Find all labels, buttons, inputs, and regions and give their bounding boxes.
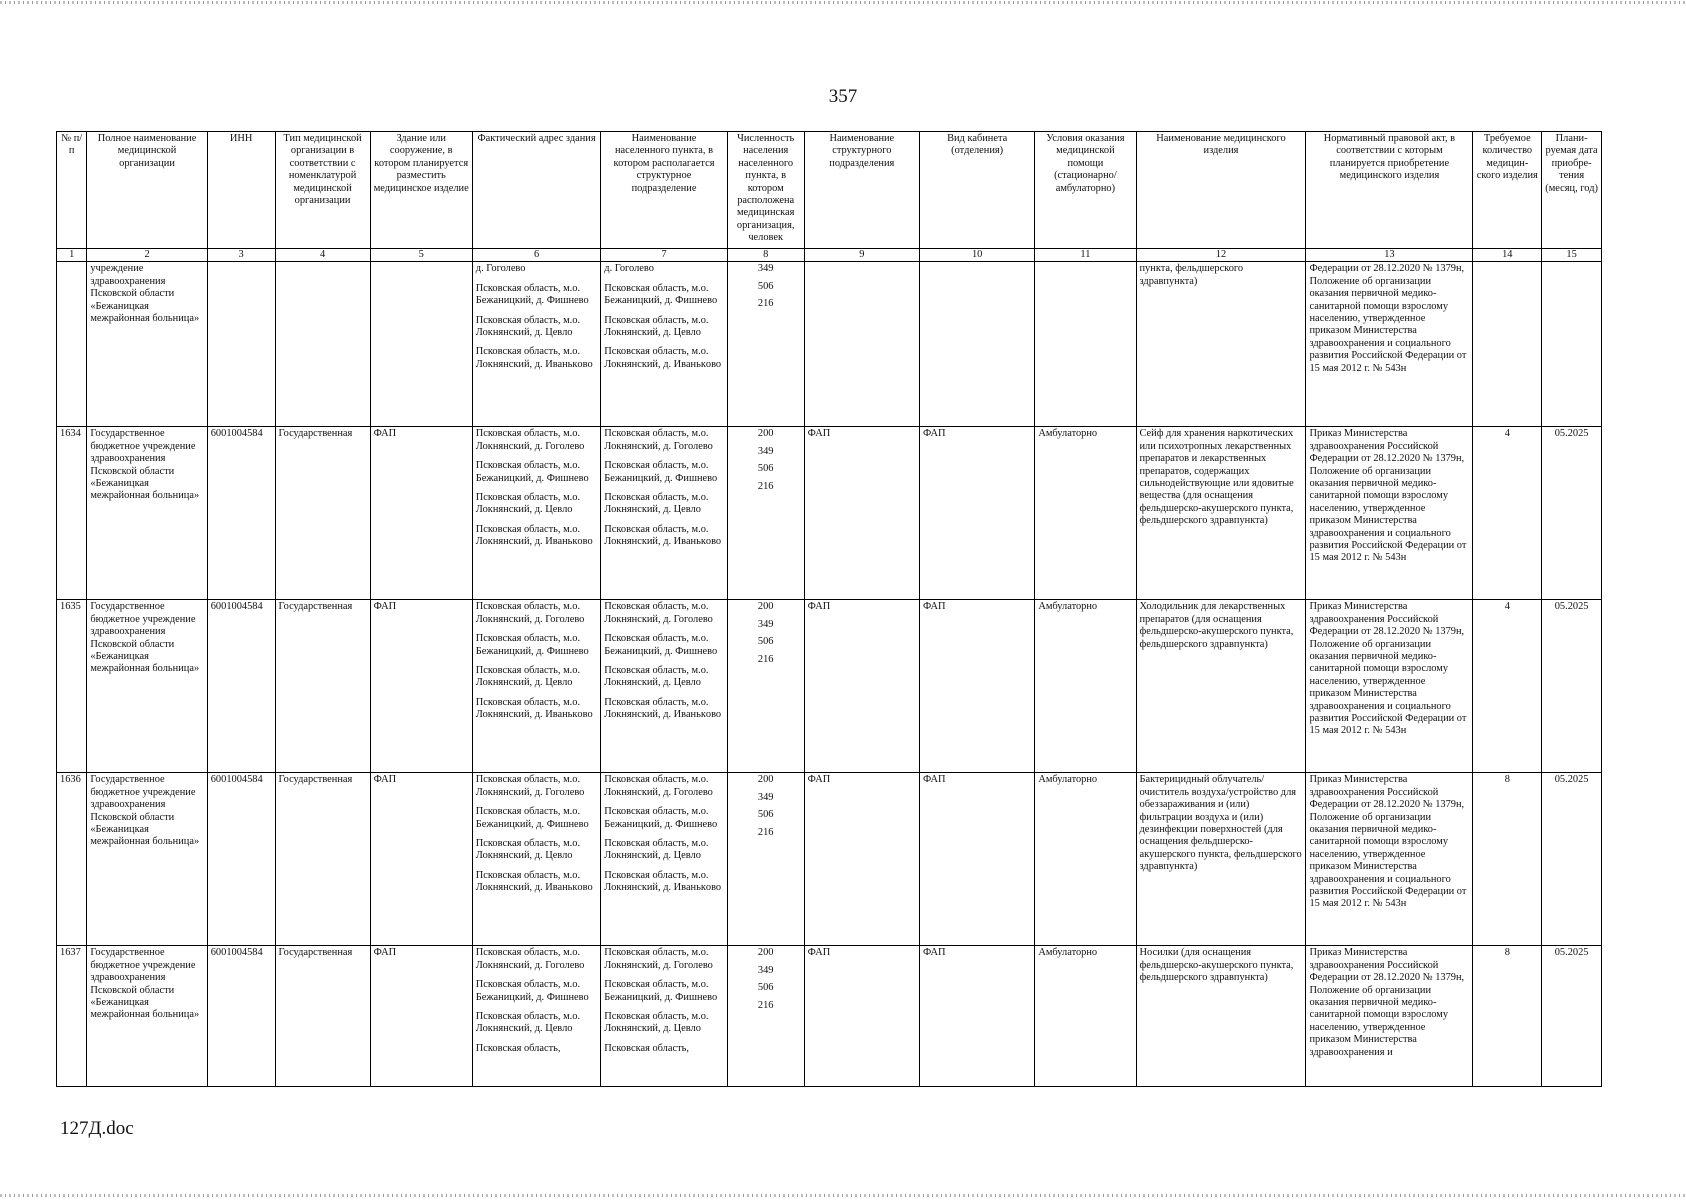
population-item: 506	[757, 463, 774, 475]
table-row	[57, 600, 1602, 773]
legal-act: Федерации от 28.12.2020 № 1379н, Положение об организации оказания первичной медико-санитарной помощи взрослому населению, утвержденное приказом Министерства здравоохранения и социального развития Российской Федерации от 15 мая 2012 г. № 543н	[1306, 262, 1473, 427]
col-header: Наименование медицинского изделия	[1136, 132, 1306, 249]
legal-act: Приказ Министерства здравоохранения Российской Федерации от 28.12.2020 № 1379н, Положение об организации оказания первичной медико-санитарной помощи взрослому населению, утвержденное приказом Министерства здравоохранения и	[1306, 946, 1473, 1087]
col-header: Здание или сооружение, в котором планируется разместить медицинское изделие	[370, 132, 472, 249]
settlement-item: Псковская область, м.о. Бежаницкий, д. Фишнево	[604, 979, 718, 1003]
address-item: Псковская область, м.о. Локнянский, д. Цевло	[475, 492, 581, 516]
col-number: 5	[370, 249, 472, 262]
population-item: 216	[757, 480, 774, 492]
population-item: 349	[757, 618, 774, 630]
address-item: Псковская область, м.о. Бежаницкий, д. Фишнево	[475, 633, 589, 657]
org-type: Государственная	[275, 427, 370, 600]
quantity: 4	[1473, 427, 1542, 600]
address-item: Псковская область, м.о. Локнянский, д. Иванькoво	[475, 523, 593, 548]
population-item: 216	[757, 653, 774, 665]
settlement-list	[601, 946, 727, 1087]
population-item: 216	[757, 999, 774, 1011]
org-name: Государственное бюджетное учреждение здравоохранения Псковской области «Бежаницкая межрайонная больница»	[87, 427, 207, 600]
col-header: Тип медицинской организации в соответствии с номенклатурой медицинской организации	[275, 132, 370, 249]
address-item: Псковская область, м.о. Локнянский, д. Гоголево	[475, 947, 585, 971]
table-row	[57, 773, 1602, 946]
settlement-item: Псковская область, м.о. Локнянский, д. Иванькoво	[604, 346, 722, 370]
care-conditions: Амбулаторно	[1035, 427, 1136, 600]
col-number: 1	[57, 249, 87, 262]
settlement-item: Псковская область, м.о. Локнянский, д. Цевло	[604, 838, 709, 862]
address-item: Псковская область, м.о. Локнянский, д. Цевло	[475, 838, 581, 862]
room-type: ФАП	[919, 600, 1034, 773]
address-item: Псковская область, м.о. Локнянский, д. Гоголево	[475, 601, 585, 625]
header-row	[57, 132, 1602, 249]
room-type: ФАП	[919, 946, 1034, 1087]
settlement-item: Псковская область, м.о. Бежаницкий, д. Фишнево	[604, 460, 718, 484]
address-item: Псковская область, м.о. Локнянский, д. Цевло	[475, 665, 581, 689]
population-item: 216	[757, 826, 774, 838]
address-item: Псковская область, м.о. Локнянский, д. Гоголево	[475, 428, 585, 452]
device-name: Бактерицидный облучатель/очиститель воздуха/устройство для обеззараживания и (или) фильтрации воздуха и (или) дезинфекции поверхностей (для оснащения фельдшерско-акушерского пункта, фельдшерского здравпункта)	[1136, 773, 1306, 946]
purchase-date	[1542, 262, 1602, 427]
col-header: Нормативный правовой акт, в соответствии с которым планируется приобретение медицинского изделия	[1306, 132, 1473, 249]
col-header: Наименование населенного пункта, в котором располагается структурное подразделение	[601, 132, 727, 249]
population-item: 506	[757, 280, 774, 292]
population-item: 200	[757, 428, 774, 440]
building: ФАП	[370, 946, 472, 1087]
population-list	[727, 427, 804, 600]
address-item: д. Гоголево	[475, 263, 526, 275]
purchase-date: 05.2025	[1542, 427, 1602, 600]
table-row	[57, 427, 1602, 600]
col-number: 6	[472, 249, 600, 262]
population-item: 216	[757, 298, 774, 310]
population-item: 349	[757, 445, 774, 457]
col-header: Требуемое количество медицин-ского изделия	[1473, 132, 1542, 249]
address-item: Псковская область, м.о. Бежаницкий, д. Фишнево	[475, 282, 589, 307]
col-header: Наименование структурного подразделения	[804, 132, 919, 249]
col-number: 12	[1136, 249, 1306, 262]
structural-unit: ФАП	[804, 600, 919, 773]
population-item: 349	[757, 964, 774, 976]
purchase-date: 05.2025	[1542, 773, 1602, 946]
table-row	[57, 262, 1602, 427]
device-name: Холодильник для лекарственных препаратов (для оснащения фельдшерско-акушерского пункта, фельдшерского здравпункта)	[1136, 600, 1306, 773]
population-list	[727, 946, 804, 1087]
org-name: Государственное бюджетное учреждение здравоохранения Псковской области «Бежаницкая межрайонная больница»	[87, 946, 207, 1087]
inn	[207, 262, 275, 427]
row-number	[57, 262, 87, 427]
room-type	[919, 262, 1034, 427]
room-type: ФАП	[919, 427, 1034, 600]
address-item: Псковская область, м.о. Локнянский, д. Гоголево	[475, 774, 585, 798]
col-header: № п/п	[57, 132, 87, 249]
settlement-list	[601, 262, 727, 427]
settlement-item: Псковская область, м.о. Бежаницкий, д. Фишнево	[604, 633, 718, 657]
device-name: пункта, фельдшерского здравпункта)	[1136, 262, 1306, 427]
col-header: Численность населения населенного пункта, в котором расположена медицинская организация, человек	[727, 132, 804, 249]
org-name: учреждение здравоохранения Псковской области «Бежаницкая межрайонная больница»	[87, 262, 207, 427]
org-name: Государственное бюджетное учреждение здравоохранения Псковской области «Бежаницкая межрайонная больница»	[87, 600, 207, 773]
address-item: Псковская область, м.о. Локнянский, д. Цевло	[475, 1011, 581, 1035]
inn: 6001004584	[207, 600, 275, 773]
settlement-item: Псковская область,	[604, 1042, 689, 1054]
page-number: 357	[828, 86, 858, 107]
building: ФАП	[370, 427, 472, 600]
population-item: 506	[757, 982, 774, 994]
row-number: 1635	[57, 600, 87, 773]
settlement-item: Псковская область, м.о. Локнянский, д. Иванькoво	[604, 523, 722, 548]
settlement-item: Псковская область, м.о. Локнянский, д. Иванькoво	[604, 869, 722, 894]
settlement-list	[601, 427, 727, 600]
device-name: Носилки (для оснащения фельдшерско-акушерского пункта, фельдшерского здравпункта)	[1136, 946, 1306, 1087]
row-number: 1637	[57, 946, 87, 1087]
col-number: 10	[919, 249, 1034, 262]
address-item: Псковская область, м.о. Локнянский, д. Иванькoво	[475, 346, 593, 370]
room-type: ФАП	[919, 773, 1034, 946]
settlement-list	[601, 600, 727, 773]
population-list	[727, 600, 804, 773]
building: ФАП	[370, 600, 472, 773]
column-number-row	[57, 249, 1602, 262]
care-conditions: Амбулаторно	[1035, 600, 1136, 773]
settlement-item: Псковская область, м.о. Локнянский, д. Гоголево	[604, 774, 713, 798]
care-conditions	[1035, 262, 1136, 427]
col-header: Условия оказания медицинской помощи (стационарно/ амбулаторно)	[1035, 132, 1136, 249]
col-number: 11	[1035, 249, 1136, 262]
col-header: Вид кабинета (отделения)	[919, 132, 1034, 249]
equipment-table	[56, 131, 1602, 1087]
address-item: Псковская область, м.о. Локнянский, д. Иванькoво	[475, 696, 593, 721]
settlement-item: Псковская область, м.о. Локнянский, д. Гоголево	[604, 428, 713, 452]
settlement-item: Псковская область, м.о. Бежаницкий, д. Фишнево	[604, 282, 718, 307]
population-list	[727, 773, 804, 946]
inn: 6001004584	[207, 427, 275, 600]
col-number: 13	[1306, 249, 1473, 262]
col-number: 3	[207, 249, 275, 262]
settlement-item: Псковская область, м.о. Локнянский, д. Цевло	[604, 492, 709, 516]
legal-act: Приказ Министерства здравоохранения Российской Федерации от 28.12.2020 № 1379н, Положение об организации оказания первичной медико-санитарной помощи взрослому населению, утвержденное приказом Министерства здравоохранения и социального развития Российской Федерации от 15 мая 2012 г. № 543н	[1306, 773, 1473, 946]
settlement-item: Псковская область, м.о. Локнянский, д. Гоголево	[604, 601, 713, 625]
address-item: Псковская область, м.о. Бежаницкий, д. Фишнево	[475, 460, 589, 484]
settlement-item: Псковская область, м.о. Локнянский, д. Цевло	[604, 314, 709, 339]
address-list	[472, 427, 600, 600]
population-item: 349	[757, 263, 774, 275]
population-item: 200	[757, 601, 774, 613]
structural-unit	[804, 262, 919, 427]
col-header: Плани-руемая дата приобре-тения (месяц, год)	[1542, 132, 1602, 249]
quantity: 4	[1473, 600, 1542, 773]
settlement-list	[601, 773, 727, 946]
inn: 6001004584	[207, 946, 275, 1087]
population-item: 349	[757, 791, 774, 803]
care-conditions: Амбулаторно	[1035, 946, 1136, 1087]
row-number: 1636	[57, 773, 87, 946]
settlement-item: Псковская область, м.о. Локнянский, д. Иванькoво	[604, 696, 722, 721]
address-list	[472, 600, 600, 773]
table-row	[57, 946, 1602, 1087]
settlement-item: Псковская область, м.о. Локнянский, д. Цевло	[604, 1011, 709, 1035]
population-list	[727, 262, 804, 427]
col-header: ИНН	[207, 132, 275, 249]
org-type: Государственная	[275, 773, 370, 946]
col-header: Фактический адрес здания	[472, 132, 600, 249]
org-type: Государственная	[275, 600, 370, 773]
org-type: Государственная	[275, 946, 370, 1087]
col-header: Полное наименование медицинской организации	[87, 132, 207, 249]
col-number: 9	[804, 249, 919, 262]
settlement-item: Псковская область, м.о. Локнянский, д. Цевло	[604, 665, 709, 689]
building	[370, 262, 472, 427]
quantity: 8	[1473, 773, 1542, 946]
inn: 6001004584	[207, 773, 275, 946]
quantity	[1473, 262, 1542, 427]
col-number: 2	[87, 249, 207, 262]
address-item: Псковская область, м.о. Локнянский, д. Цевло	[475, 314, 581, 339]
settlement-item: Псковская область, м.о. Локнянский, д. Гоголево	[604, 947, 713, 971]
legal-act: Приказ Министерства здравоохранения Российской Федерации от 28.12.2020 № 1379н, Положение об организации оказания первичной медико-санитарной помощи взрослому населению, утвержденное приказом Министерства здравоохранения и социального развития Российской Федерации от 15 мая 2012 г. № 543н	[1306, 600, 1473, 773]
structural-unit: ФАП	[804, 427, 919, 600]
scan-edge-top	[0, 1, 1686, 4]
org-name: Государственное бюджетное учреждение здравоохранения Псковской области «Бежаницкая межрайонная больница»	[87, 773, 207, 946]
col-number: 15	[1542, 249, 1602, 262]
address-item: Псковская область, м.о. Бежаницкий, д. Фишнево	[475, 806, 589, 830]
col-number: 14	[1473, 249, 1542, 262]
org-type	[275, 262, 370, 427]
row-number: 1634	[57, 427, 87, 600]
address-item: Псковская область, м.о. Локнянский, д. Иванькoво	[475, 869, 593, 894]
purchase-date: 05.2025	[1542, 600, 1602, 773]
file-name-footer: 127Д.doc	[60, 1118, 134, 1139]
col-number: 8	[727, 249, 804, 262]
population-item: 200	[757, 774, 774, 786]
population-item: 200	[757, 947, 774, 959]
scan-edge-bottom	[0, 1194, 1686, 1197]
population-item: 506	[757, 636, 774, 648]
quantity: 8	[1473, 946, 1542, 1087]
care-conditions: Амбулаторно	[1035, 773, 1136, 946]
population-item: 506	[757, 809, 774, 821]
device-name: Сейф для хранения наркотических или психотропных лекарственных препаратов и лекарственных препаратов, содержащих сильнодействующие или ядовитые вещества (для оснащения фельдшерско-акушерского пункта, фельдшерского здравпункта)	[1136, 427, 1306, 600]
address-list	[472, 946, 600, 1087]
building: ФАП	[370, 773, 472, 946]
address-list	[472, 773, 600, 946]
settlement-item: д. Гоголево	[604, 263, 654, 275]
structural-unit: ФАП	[804, 773, 919, 946]
purchase-date: 05.2025	[1542, 946, 1602, 1087]
settlement-item: Псковская область, м.о. Бежаницкий, д. Фишнево	[604, 806, 718, 830]
col-number: 7	[601, 249, 727, 262]
address-item: Псковская область, м.о. Бежаницкий, д. Фишнево	[475, 979, 589, 1003]
col-number: 4	[275, 249, 370, 262]
address-list	[472, 262, 600, 427]
address-item: Псковская область,	[475, 1042, 561, 1054]
structural-unit: ФАП	[804, 946, 919, 1087]
legal-act: Приказ Министерства здравоохранения Российской Федерации от 28.12.2020 № 1379н, Положение об организации оказания первичной медико-санитарной помощи взрослому населению, утвержденное приказом Министерства здравоохранения и социального развития Российской Федерации от 15 мая 2012 г. № 543н	[1306, 427, 1473, 600]
